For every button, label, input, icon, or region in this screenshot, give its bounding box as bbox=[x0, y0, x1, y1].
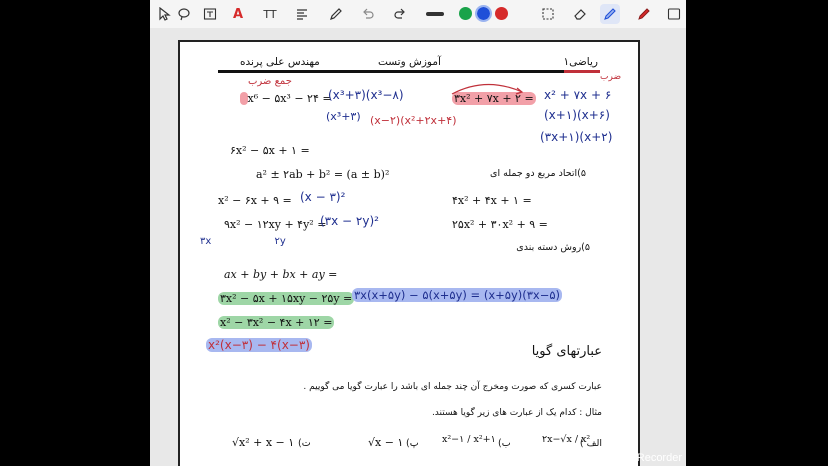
eq7-text: ۳x² − ۵x + ۱۵xy − ۲۵y = bbox=[220, 292, 353, 305]
edit-pen-icon[interactable] bbox=[326, 4, 346, 24]
option-c-label: پ) bbox=[406, 438, 419, 449]
stroke-width-icon[interactable] bbox=[424, 4, 446, 24]
eq2-label: ضرب bbox=[600, 72, 622, 82]
header-title: آموزش وتست bbox=[378, 56, 441, 68]
eq4-expression: x² − ۶x + ۹ = bbox=[218, 194, 292, 207]
eq8-text: x² − ۳x² − ۴x + ۱۲ = bbox=[220, 316, 333, 329]
header-subject: ریاضی۱ bbox=[563, 56, 598, 68]
color-swatch-red[interactable] bbox=[495, 7, 508, 20]
eq5-handwritten: (۳x − ۲y)² bbox=[320, 214, 379, 228]
worksheet-page[interactable] bbox=[178, 40, 640, 466]
option-d-label: ت) bbox=[298, 438, 311, 449]
eq8-handwritten-text: x²(x−۳) − ۴(x−۳) bbox=[208, 338, 310, 352]
eq7-handwritten bbox=[352, 288, 562, 302]
redo-icon[interactable] bbox=[390, 4, 410, 24]
color-swatch-blue[interactable] bbox=[477, 7, 490, 20]
option-d-expression: √x² + x − ۱ bbox=[232, 436, 295, 449]
identity-expression: a² ± ۲ab + b² = (a ± b)² bbox=[256, 168, 390, 181]
eq1-expression bbox=[240, 92, 332, 105]
red-pen-icon[interactable] bbox=[634, 4, 654, 24]
eraser-icon[interactable] bbox=[570, 4, 590, 24]
eq1-text: x⁶ − ۵x³ − ۲۴ = bbox=[247, 92, 332, 105]
eq7-expression bbox=[218, 292, 354, 305]
eq2-arrow-icon bbox=[448, 80, 528, 96]
eq1-annotation-top: جمع ضرب bbox=[248, 76, 292, 87]
eq2-highlight: ۳x² + ۷x + ۲ = bbox=[454, 92, 534, 105]
recorder-watermark: Az Recorder bbox=[620, 452, 682, 464]
eq1-handwritten-factor: (x³+۳)(x³−۸) bbox=[328, 88, 404, 102]
text-style-icon[interactable]: A bbox=[232, 6, 244, 22]
format-icon[interactable] bbox=[292, 4, 312, 24]
option-b-label: ب) bbox=[498, 438, 511, 449]
header-teacher: مهندس علی پرنده bbox=[240, 56, 320, 68]
option-c-expression: √x − ۱ bbox=[368, 436, 404, 449]
lasso-icon[interactable] bbox=[174, 4, 194, 24]
eq5-expression: ۹x² − ۱۲xy + ۴y² = bbox=[224, 218, 327, 231]
page-view-icon[interactable] bbox=[664, 4, 684, 24]
undo-icon[interactable] bbox=[358, 4, 378, 24]
option-a-expression: ۲x−√x / x² bbox=[542, 434, 591, 445]
eq2-handwritten-3: (۳x+۱)(x+۲) bbox=[540, 130, 613, 144]
eq1-handwritten-factor2: (x³+۳) bbox=[326, 110, 361, 123]
eq8-expression bbox=[218, 316, 334, 329]
exercise-1: ۴x² + ۴x + ۱ = bbox=[452, 194, 532, 207]
header-rule-accent bbox=[564, 70, 600, 73]
text-box-icon[interactable] bbox=[200, 4, 220, 24]
eq2-handwritten-1: x² + ۷x + ۶ bbox=[544, 88, 612, 102]
pointer-icon[interactable] bbox=[154, 4, 174, 24]
exercise-2: ۲۵x² + ۳۰x² + ۹ = bbox=[452, 218, 548, 231]
eq3-expression: ۶x² − ۵x + ۱ = bbox=[230, 144, 310, 157]
header-rule bbox=[218, 70, 600, 73]
option-a-label: الف ) bbox=[579, 438, 602, 449]
eq6-expression: ax + by + bx + ay = bbox=[224, 268, 338, 281]
select-rect-icon[interactable] bbox=[538, 4, 558, 24]
text-tool-icon[interactable]: TT bbox=[263, 7, 277, 21]
eq8-handwritten bbox=[206, 338, 312, 352]
eq2-handwritten-2: (x+۱)(x+۶) bbox=[544, 108, 610, 122]
eq1-handwritten-factor3: (x−۲)(x²+۲x+۴) bbox=[370, 114, 457, 127]
example-prompt: مثال : کدام یک از عبارت های زیر گویا هستند. bbox=[431, 408, 602, 418]
eq7-handwritten-text: ۳x(x+۵y) − ۵(x+۵y) = (x+۵y)(۳x−۵) bbox=[354, 288, 561, 302]
drawing-toolbar bbox=[150, 0, 686, 29]
section-grouping: ۵)روش دسته بندی bbox=[516, 242, 590, 253]
eq1-highlight bbox=[240, 92, 248, 105]
highlighter-icon[interactable] bbox=[600, 4, 620, 24]
option-b-expression: x²−۱ / x²+۱ bbox=[442, 434, 496, 445]
right-letterbox bbox=[686, 0, 828, 466]
rational-definition: عبارت کسری که صورت ومخرج آن چند جمله ای باشد را عبارت گویا می گوییم . bbox=[303, 382, 602, 392]
eq5-sub-handwritten: ۳x ۲y bbox=[200, 236, 286, 247]
section-perfect-square: ۵)اتحاد مربع دو جمله ای bbox=[490, 168, 586, 179]
color-swatch-green[interactable] bbox=[459, 7, 472, 20]
rational-title: عبارتهای گویا bbox=[531, 344, 602, 359]
eq4-handwritten: (x − ۳)² bbox=[300, 190, 346, 204]
left-letterbox bbox=[0, 0, 150, 466]
